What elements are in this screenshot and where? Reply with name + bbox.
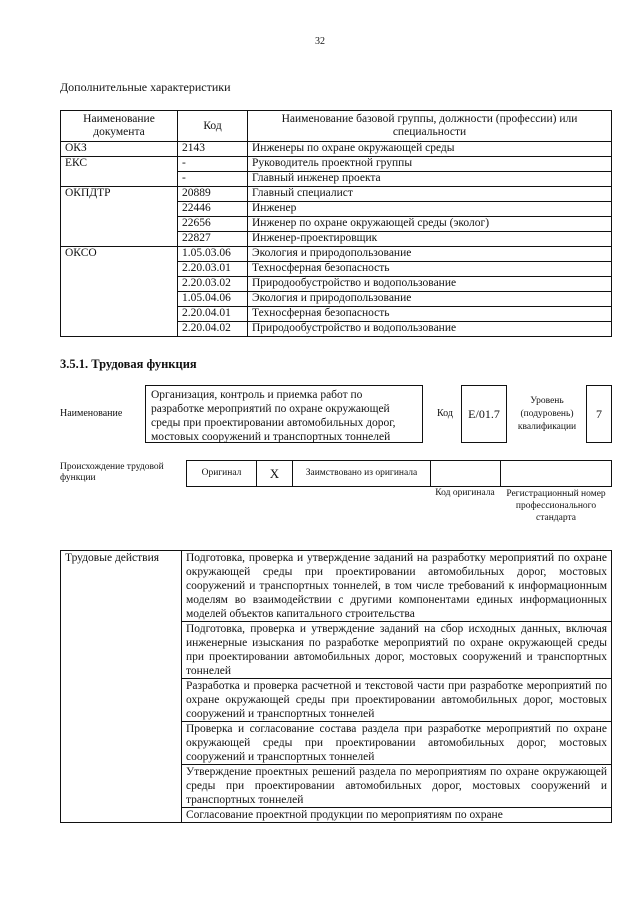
code-cell: 2.20.03.02	[178, 277, 248, 292]
code-original-cell	[431, 461, 501, 486]
code-cell: 1.05.04.06	[178, 292, 248, 307]
code-cell: 22446	[178, 202, 248, 217]
group-name-cell: Техносферная безопасность	[248, 307, 612, 322]
function-name-box: Организация, контроль и приемка работ по разработке мероприятий по охране окружающей среды при проектировании автомобильных дорог, мостовых сооружений и транспортных тоннелей	[145, 385, 423, 443]
code-cell: 1.05.03.06	[178, 247, 248, 262]
group-name-cell: Главный специалист	[248, 187, 612, 202]
group-name-cell: Инженеры по охране окружающей среды	[248, 142, 612, 157]
group-name-cell: Инженер-проектировщик	[248, 232, 612, 247]
reg-number-label: Регистрационный номер профессионального стандарта	[506, 489, 606, 523]
reg-number-cell	[501, 461, 611, 486]
code-cell: -	[178, 157, 248, 172]
code-label: Код	[437, 408, 453, 419]
origin-box	[186, 460, 612, 487]
header-code: Код	[178, 111, 248, 142]
actions-table	[60, 550, 612, 823]
origin-label: Происхождение трудовой функции	[60, 462, 164, 483]
table-row	[61, 247, 612, 262]
table-row	[61, 142, 612, 157]
action-text: Согласование проектной продукции по мероприятиям по охране	[182, 808, 612, 823]
level-value-box: 7	[586, 385, 612, 443]
code-cell: 2.20.04.01	[178, 307, 248, 322]
action-text: Проверка и согласование состава раздела при разработке мероприятий по охране окружающей среды при проектировании автомобильных дорог, мостовых сооружений и транспортных тоннелей	[182, 722, 612, 765]
group-name-cell: Главный инженер проекта	[248, 172, 612, 187]
action-text: Утверждение проектных решений раздела по мероприятиям по охране окружающей среды при проектировании автомобильных дорог, мостовых сооружений и транспортных тоннелей	[182, 765, 612, 808]
level-label: Уровень (подуровень) квалификации	[517, 396, 577, 432]
code-cell: 22656	[178, 217, 248, 232]
group-name-cell: Экология и природопользование	[248, 247, 612, 262]
header-document: Наименование документа	[61, 111, 178, 142]
code-cell: -	[178, 172, 248, 187]
code-cell: 2.20.03.01	[178, 262, 248, 277]
group-name-cell: Природообустройство и водопользование	[248, 277, 612, 292]
action-row	[61, 551, 612, 622]
group-name-cell: Экология и природопользование	[248, 292, 612, 307]
page-number: 32	[315, 36, 325, 47]
table-row	[61, 157, 612, 172]
group-name-cell: Инженер по охране окружающей среды (эколог)	[248, 217, 612, 232]
code-cell: 20889	[178, 187, 248, 202]
action-text: Подготовка, проверка и утверждение заданий на сбор исходных данных, включая инженерные изыскания по разработке мероприятий по охране окружающей среды при проектировании автомобильных дорог, мостовых сооружений и транспортных тоннелей	[182, 622, 612, 679]
group-name-cell: Техносферная безопасность	[248, 262, 612, 277]
header-group-name: Наименование базовой группы, должности (профессии) или специальности	[248, 111, 612, 142]
additional-table	[60, 110, 612, 337]
borrowed-label: Заимствовано из оригинала	[293, 461, 431, 486]
document-cell: ОКЗ	[61, 142, 178, 157]
group-name-cell: Руководитель проектной группы	[248, 157, 612, 172]
action-text: Подготовка, проверка и утверждение заданий на разработку мероприятий по охране окружающей среды при проектировании автомобильных дорог, мостовых сооружений и транспортных тоннелей, в том числе требований к информационным моделям во взаимодействии с другими компонентами единых информационных моделей объектов капитального строительства	[182, 551, 612, 622]
document-cell: ОКСО	[61, 247, 178, 337]
document-cell: ЕКС	[61, 157, 178, 187]
original-label: Оригинал	[187, 461, 257, 486]
table-row	[61, 187, 612, 202]
group-name-cell: Инженер	[248, 202, 612, 217]
name-label: Наименование	[60, 408, 123, 419]
function-heading: 3.5.1. Трудовая функция	[60, 357, 197, 371]
document-cell: ОКПДТР	[61, 187, 178, 247]
code-original-label: Код оригинала	[435, 488, 495, 498]
original-mark: X	[257, 461, 293, 486]
additional-table-header	[61, 111, 612, 142]
code-cell: 2143	[178, 142, 248, 157]
group-name-cell: Природообустройство и водопользование	[248, 322, 612, 337]
code-cell: 22827	[178, 232, 248, 247]
actions-label: Трудовые действия	[61, 551, 182, 823]
function-code-box: Е/01.7	[461, 385, 507, 443]
code-cell: 2.20.04.02	[178, 322, 248, 337]
additional-heading: Дополнительные характеристики	[60, 80, 231, 94]
action-text: Разработка и проверка расчетной и текстовой части при разработке мероприятий по охране окружающей среды при проектировании автомобильных дорог, мостовых сооружений и транспортных тоннелей	[182, 679, 612, 722]
